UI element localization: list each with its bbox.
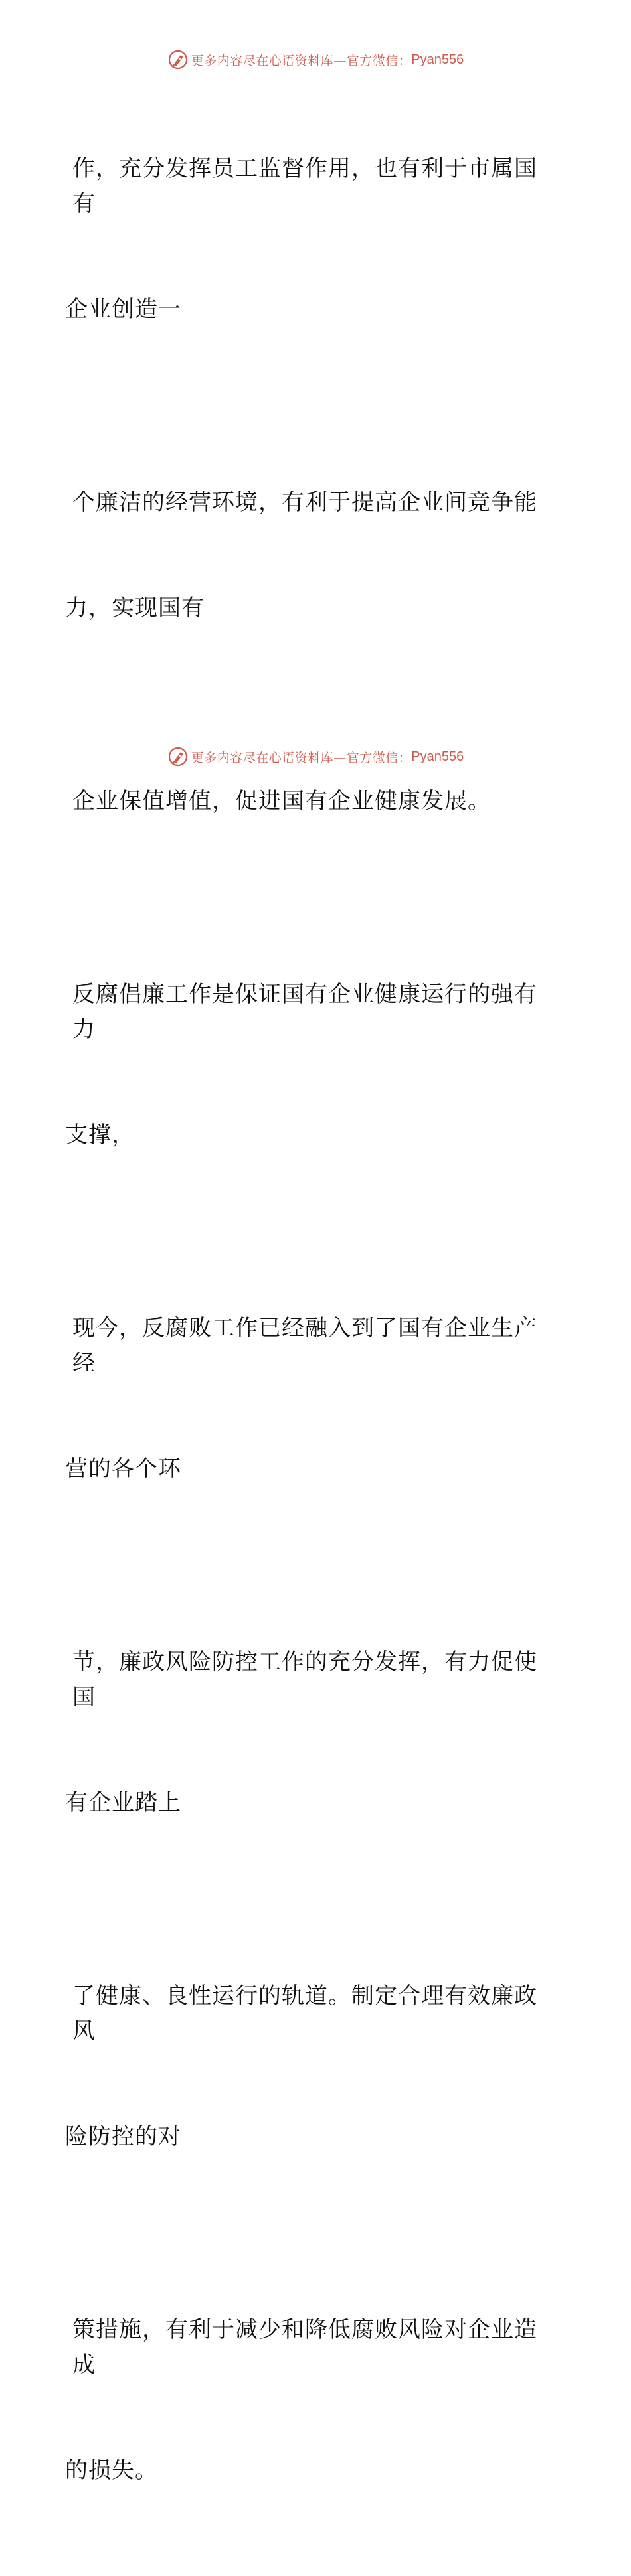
pen-nib-logo-icon <box>167 746 189 767</box>
wechat-id: Pyan556 <box>411 749 464 764</box>
paragraph <box>65 907 557 1223</box>
header-banner <box>0 46 631 73</box>
wechat-id: Pyan556 <box>411 52 464 67</box>
paragraph-line: 险防控的对 <box>65 2123 181 2150</box>
paragraph <box>65 1908 557 2225</box>
banner-text: 更多内容尽在心语资料库—官方微信： <box>191 750 412 765</box>
paragraph <box>65 415 557 696</box>
paragraph-line: 有企业踏上 <box>65 1789 181 1816</box>
paragraph-line: 力，实现国有 <box>65 595 205 621</box>
paragraph <box>65 2242 557 2559</box>
paragraph-line: 支撑， <box>65 1122 135 1148</box>
paragraph <box>65 81 557 398</box>
paragraph-line: 营的各个环 <box>65 1456 181 1482</box>
paragraph-line: 作，充分发挥员工监督作用，也有利于市属国有 <box>72 155 537 217</box>
paragraph-line: 策措施，有利于减少和降低腐败风险对企业造成 <box>72 2316 537 2378</box>
paragraph-line: 的损失。 <box>65 2457 158 2484</box>
paragraph-line: 现今，反腐败工作已经融入到了国有企业生产经 <box>72 1315 537 1377</box>
banner-text: 更多内容尽在心语资料库—官方微信： <box>191 53 412 68</box>
document-body <box>65 81 557 2576</box>
paragraph <box>65 1574 557 1891</box>
footer-banner <box>0 743 631 770</box>
paragraph-line: 企业保值增值，促进国有企业健康发展。 <box>72 788 491 814</box>
paragraph-line: 个廉洁的经营环境，有利于提高企业间竞争能 <box>72 489 537 516</box>
paragraph-line: 企业创造一 <box>65 296 181 323</box>
pen-nib-logo-icon <box>167 49 189 70</box>
paragraph-line: 节，廉政风险防控工作的充分发挥，有力促使国 <box>72 1649 537 1710</box>
paragraph <box>65 714 557 889</box>
paragraph-line: 了健康、良性运行的轨道。制定合理有效廉政风 <box>72 1983 537 2044</box>
paragraph-line: 反腐倡廉工作是保证国有企业健康运行的强有力 <box>72 981 537 1043</box>
paragraph <box>65 1241 557 1557</box>
